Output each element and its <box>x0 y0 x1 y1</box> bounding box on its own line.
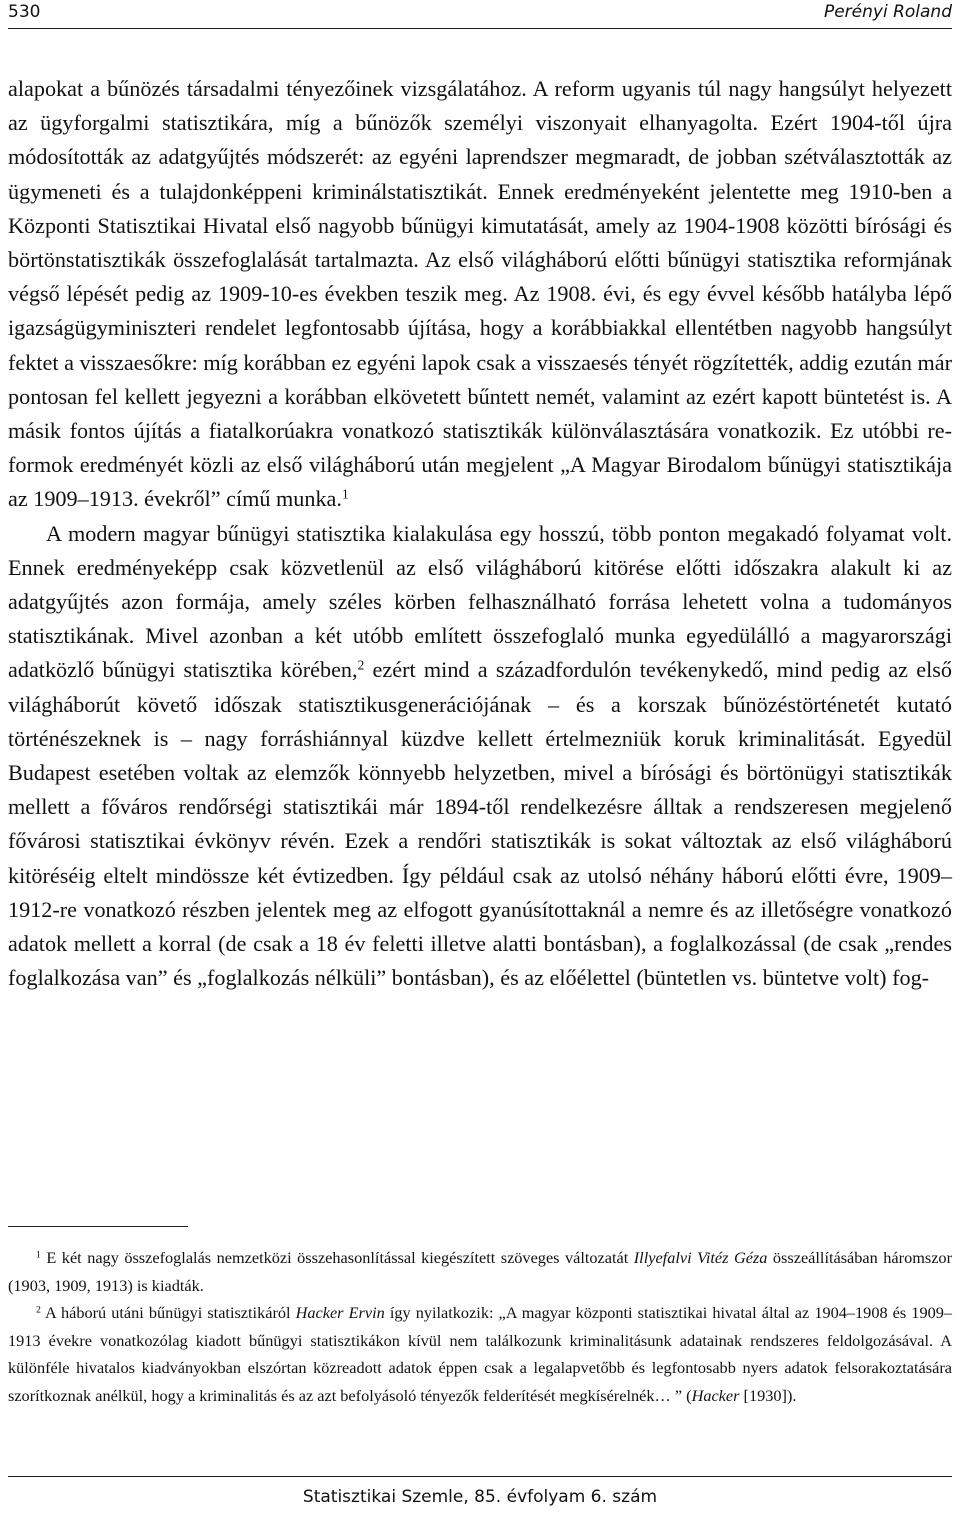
footnote-2-text-a: A háború utáni bűnügyi statisztikáról <box>40 1303 296 1323</box>
footnote-separator <box>8 1226 188 1227</box>
footnote-2-citation: Hacker <box>691 1385 740 1405</box>
footnote-1-author: Illyefalvi Vitéz Géza <box>633 1248 768 1267</box>
footnotes <box>8 1244 952 1410</box>
paragraph-1 <box>8 72 952 517</box>
footnote-1 <box>8 1244 952 1299</box>
body-text <box>8 72 952 995</box>
page-number: 530 <box>8 2 41 22</box>
footnote-2-text-c: [1930]). <box>739 1385 797 1405</box>
footnote-ref-1[interactable]: 1 <box>341 487 349 503</box>
running-header <box>8 0 952 30</box>
footnote-2-number: 2 <box>36 1304 41 1316</box>
footnote-2 <box>8 1299 952 1409</box>
running-head-author: Perényi Roland <box>823 2 952 22</box>
footnote-1-text-a: E két nagy összefoglalás nemzetközi összehasonlítással kiegészített szöveges változatát <box>40 1248 634 1267</box>
footnote-1-number: 1 <box>36 1249 41 1261</box>
footnote-2-author: Hacker Ervin <box>295 1303 385 1323</box>
header-rule <box>8 28 952 29</box>
journal-footer: Statisztikai Szemle, 85. évfolyam 6. szám <box>302 1487 658 1507</box>
footer-rule <box>8 1476 952 1477</box>
paragraph-1-text: alapokat a bűnözés társadalmi tényezőinek vizsgálatához. A reform ugyanis túl nagy hangsúlyt helyezett az ügyforgalmi statisztikára, míg a bűnözők személyi viszonyait elhanyagolta. Ezért 1904-től újra módosították az adatgyűjtés módszerét: az egyéni laprendszer megmaradt, de jobban szétválasztották az ügymeneti és a tulajdonképpeni kriminálstatisztikát. Ennek eredményeként jelentette meg 1910-ben a Központi Statisztikai Hivatal első nagyobb bűnügyi kimutatását, amely az 1904-1908 közötti bírósági és börtönstatisztikák összefoglalását tartalmazta. Az első világháború előtti bűnügyi statisztika reformjának végső lépését pedig az 1909-10-es években teszik meg. Az 1908. évi, és egy évvel később hatályba lépő igazságügyminiszteri rendelet legfontosabb újítása, hogy a korábbiakkal ellentétben nagyobb hangsúlyt fektet a visszaesőkre: míg korábban ez egyéni lapok csak a visszaesés tényét rögzítették, addig ezután már pontosan fel kellett jegyezni a korábban elkövetett bűntett nemét, valamint az ezért kapott büntetést is. A másik fontos újítás a fiatalkorúakra vonatkozó statisztikák különválasztására vonatkozik. Ez utóbbi reformok eredményét közli az első világháború után megjelent „A Magyar Birodalom bűnügyi statisztikája az 1909–1913. évekről” című munka. <box>8 76 952 512</box>
footnote-2-text-b: így nyilatkozik: „A magyar központi statisztikai hivatal által az 1904–1908 és 1909–1913 évekre vonatkozólag kiadott bűnügyi statisztikákon kívül nem találkozunk kriminalitásunk adatainak rendszeres feldolgozásával. A különféle hivatalos kiadványokban elszórtan közreadott adatok éppen csak a legalapvetőbb és legfontosabb nyers adatok felsorakoztatására szorítkoznak anélkül, hogy a kriminalitás és az azt befolyásoló tényezők felderítését megkísérelnék… ” ( <box>8 1303 953 1405</box>
footnote-1-text-b: összeállításában háromszor (1903, 1909, 1913) is kiadták. <box>8 1248 952 1295</box>
paragraph-2-text-a: A modern magyar bűnügyi statisztika kialakulása egy hosszú, több ponton megakadó folyamat volt. Ennek eredményeképp csak közvetlenül az első világháború kitörése előtti időszakra alakult ki az adatgyűjtés azon formája, amely széles körben felhasználható forrása lehetett volna a tudományos statisztikának. Mivel azonban a két utóbb említett összefoglaló munka egyedülálló a magyarországi adatközlő bűnügyi statisztika körében, <box>8 520 952 683</box>
footnote-ref-2[interactable]: 2 <box>357 658 365 674</box>
paragraph-2-text-b: ezért mind a századfordulón tevékenykedő, mind pedig az első világháborút követő időszak statisztikusgenerációjának – és a korszak bűnözéstörténetét kutató történészeknek is – nagy forráshiánnyal küzdve kellett értelmezniük koruk kriminalitását. Egyedül Budapest esetében voltak az elemzők könnyebb helyzetben, mivel a bírósági és börtönügyi statisztikák mellett a főváros rendőrségi statisztikái már 1894-től rendelkezésre álltak a rendszeresen megjelenő fővárosi statisztikai évkönyv révén. Ezek a rendőri statisztikák is sokat változtak az első világháború kitöréséig eltelt mindössze két évtizedben. Így például csak az utolsó néhány háború előtti évre, 1909–1912-re vonatkozó részben jelentek meg az elfogott gyanúsítottaknál a nemre és az illetőségre vonatkozó adatok mellett a korral (de csak a 18 év feletti illetve alatti bontásban), a foglalkozással (de csak „rendes foglalkozása van” és „foglalkozás nélküli” bontásban), és az előélettel (büntetlen vs. büntetve volt) fog- <box>8 657 952 991</box>
paragraph-2 <box>8 517 952 996</box>
